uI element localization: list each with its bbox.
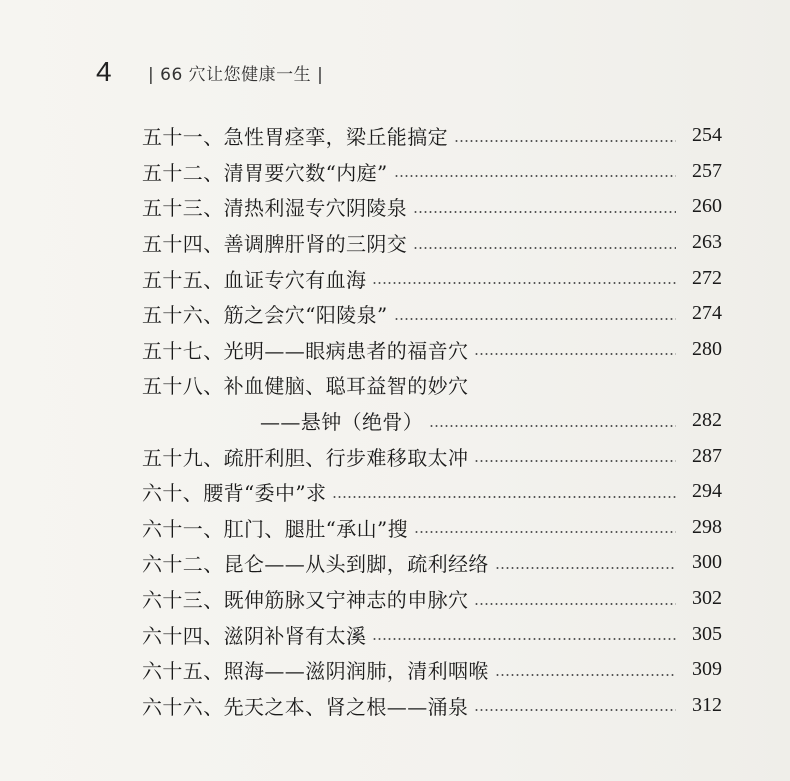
toc-entry-page-number: 287 <box>692 444 722 467</box>
toc-dot-leader <box>394 318 676 320</box>
toc-dot-leader <box>413 211 676 213</box>
toc-dot-leader <box>474 603 676 605</box>
toc-entry-title: 五十九、疏肝利胆、行步难移取太冲 <box>142 445 469 470</box>
toc-entry <box>142 118 722 154</box>
toc-entry-title: 六十二、昆仑——从头到脚，疏利经络 <box>142 552 489 577</box>
toc-dot-leader <box>332 496 676 498</box>
toc-entry-page-number: 282 <box>692 409 722 432</box>
toc-dot-leader <box>372 638 676 640</box>
toc-entry <box>142 652 722 688</box>
table-of-contents <box>142 118 722 723</box>
toc-entry-page-number: 260 <box>692 195 722 218</box>
running-title: | 66 穴让您健康一生 | <box>148 64 324 85</box>
toc-entry <box>142 688 722 724</box>
toc-dot-leader <box>474 353 676 355</box>
toc-entry-page-number: 300 <box>692 551 722 574</box>
toc-entry <box>142 367 722 403</box>
toc-entry-page-number: 294 <box>692 480 722 503</box>
toc-dot-leader <box>372 282 676 284</box>
toc-entry-title: 五十一、急性胃痉挛，梁丘能搞定 <box>142 125 448 150</box>
toc-entry-title: 六十三、既伸筋脉又宁神志的申脉穴 <box>142 588 469 613</box>
toc-dot-leader <box>413 247 676 249</box>
toc-entry-title: 五十七、光明——眼病患者的福音穴 <box>142 338 469 363</box>
toc-entry-title: ——悬钟（绝骨） <box>260 410 424 435</box>
toc-dot-leader <box>474 389 676 391</box>
toc-entry-page-number: 272 <box>692 266 722 289</box>
toc-dot-leader <box>454 140 676 142</box>
toc-entry-title: 五十八、补血健脑、聪耳益智的妙穴 <box>142 374 469 399</box>
toc-entry <box>142 616 722 652</box>
toc-dot-leader <box>394 175 676 177</box>
toc-entry <box>142 438 722 474</box>
toc-entry <box>142 189 722 225</box>
toc-entry-page-number: 254 <box>692 124 722 147</box>
toc-dot-leader <box>495 567 676 569</box>
toc-entry-page-number: 263 <box>692 231 722 254</box>
toc-entry-title: 六十一、肛门、腿肚“承山”搜 <box>142 516 409 541</box>
toc-entry-title: 五十四、善调脾肝肾的三阴交 <box>142 232 408 257</box>
toc-entry <box>142 154 722 190</box>
toc-entry-page-number: 280 <box>692 337 722 360</box>
toc-entry <box>142 545 722 581</box>
page-header <box>96 52 323 92</box>
toc-dot-leader <box>474 460 676 462</box>
toc-entry-page-number: 302 <box>692 587 722 610</box>
toc-entry <box>142 296 722 332</box>
toc-entry <box>142 332 722 368</box>
toc-entry-title: 五十二、清胃要穴数“内庭” <box>142 160 388 185</box>
toc-entry-page-number: 298 <box>692 515 722 538</box>
toc-entry <box>142 403 722 439</box>
toc-entry-title: 五十三、清热利湿专穴阴陵泉 <box>142 196 408 221</box>
toc-entry-title: 六十四、滋阴补肾有太溪 <box>142 623 367 648</box>
toc-entry-page-number: 309 <box>692 658 722 681</box>
toc-entry <box>142 225 722 261</box>
toc-dot-leader <box>474 709 676 711</box>
toc-entry-page-number: 312 <box>692 693 722 716</box>
toc-entry <box>142 510 722 546</box>
toc-entry-title: 五十六、筋之会穴“阳陵泉” <box>142 303 388 328</box>
toc-entry-title: 六十五、照海——滋阴润肺，清利咽喉 <box>142 659 489 684</box>
toc-entry <box>142 581 722 617</box>
toc-entry-title: 六十、腰背“委中”求 <box>142 481 327 506</box>
toc-entry-title: 五十五、血证专穴有血海 <box>142 267 367 292</box>
page-number: 4 <box>96 56 112 87</box>
toc-entry <box>142 260 722 296</box>
toc-dot-leader <box>414 531 676 533</box>
toc-entry <box>142 474 722 510</box>
toc-entry-page-number: 257 <box>692 159 722 182</box>
toc-entry-title: 六十六、先天之本、肾之根——涌泉 <box>142 694 469 719</box>
toc-entry-page-number: 305 <box>692 622 722 645</box>
toc-dot-leader <box>429 425 676 427</box>
toc-entry-page-number: 274 <box>692 302 722 325</box>
toc-dot-leader <box>495 674 676 676</box>
